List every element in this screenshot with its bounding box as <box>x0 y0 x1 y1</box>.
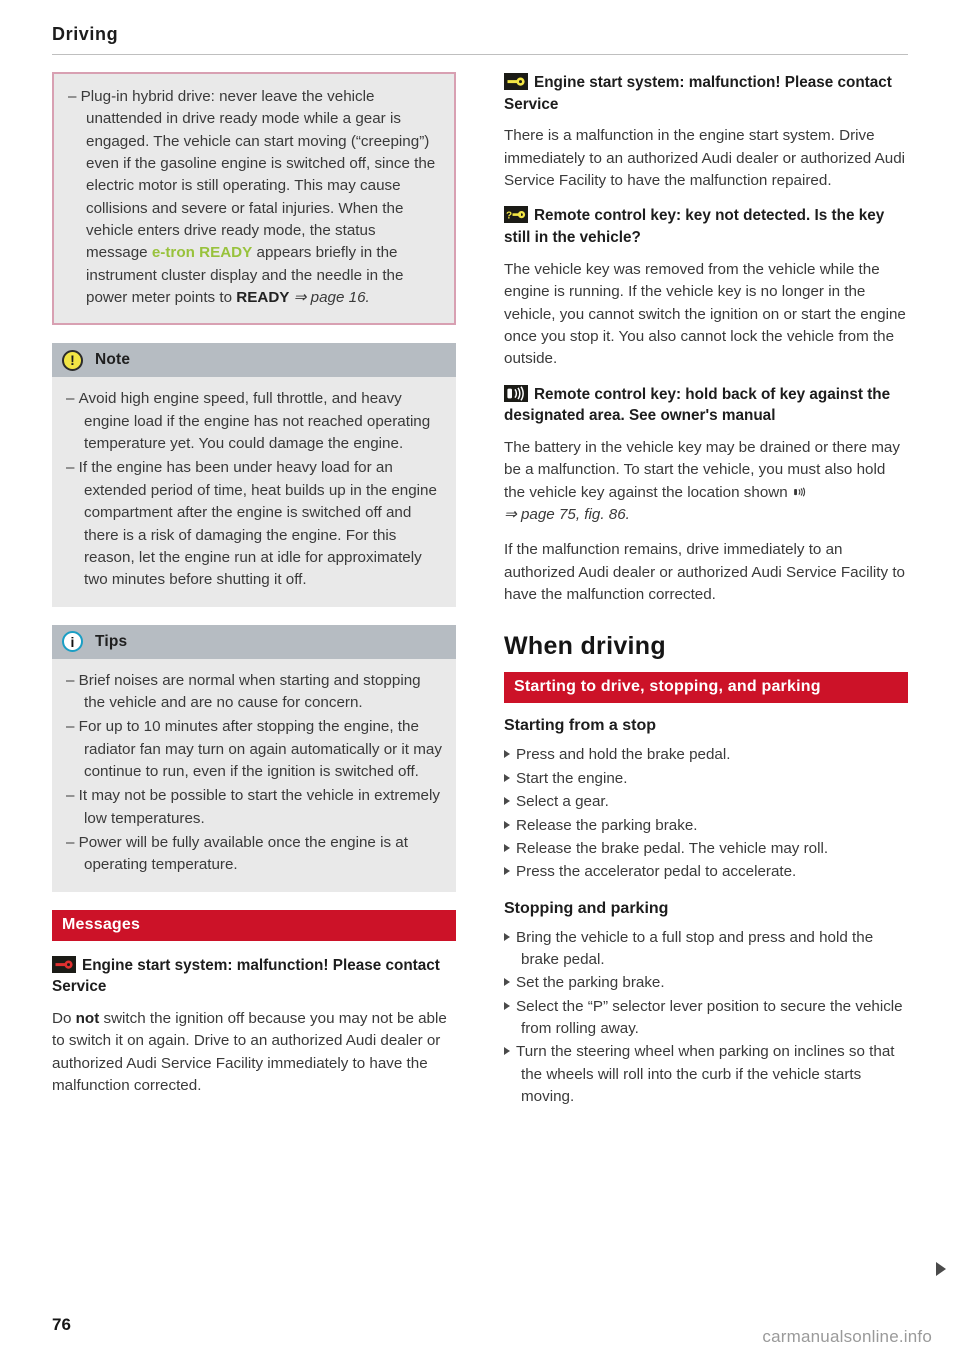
warning-text-before: Plug-in hybrid drive: never leave the vehicle unattended in drive ready mode while a gear is engaged. The vehicle can start moving (“creeping”) even if the gasoline engine is switched off, since the electric motor is still operating. This may cause collisions and severe or fatal injuries. When the vehicle enters drive ready mode, the status message <box>80 88 436 262</box>
running-head: Driving <box>52 24 119 44</box>
red-key-indicator-icon <box>52 956 76 973</box>
step-item <box>504 815 908 837</box>
page-reference[interactable]: ⇒ page 16. <box>293 289 370 307</box>
step-item <box>504 1041 908 1108</box>
note-item: – If the engine has been under heavy load for an extended period of time, heat builds up in the engine compartment after the engine is switched off and there is a risk of damaging the engine. For this reason, let the engine run at idle for approximately two minutes before shutting it off. <box>66 459 437 589</box>
step-text: Select a gear. <box>516 793 609 811</box>
step-item <box>504 838 908 860</box>
step-text: Select the “P” selector lever position to secure the vehicle from rolling away. <box>516 997 903 1037</box>
tips-panel <box>52 625 456 892</box>
tips-panel-header <box>52 625 456 659</box>
triangle-bullet-icon <box>504 821 510 829</box>
message-title-text: Remote control key: key not detected. Is the key still in the vehicle? <box>504 207 885 247</box>
step-item <box>504 861 908 883</box>
tips-item: – It may not be possible to start the vehicle in extremely low temperatures. <box>66 787 440 827</box>
triangle-bullet-icon <box>504 750 510 758</box>
tips-item-text: Brief noises are normal when starting and stopping the vehicle and are no cause for concern. <box>78 671 421 711</box>
step-text: Bring the vehicle to a full stop and press and hold the brake pedal. <box>516 928 874 968</box>
svg-text:?: ? <box>506 210 513 222</box>
tips-panel-title: Tips <box>95 632 128 650</box>
step-text: Start the engine. <box>516 769 628 787</box>
note-panel-title: Note <box>95 351 131 369</box>
message-title <box>504 384 908 427</box>
triangle-bullet-icon <box>504 933 510 941</box>
tips-item-text: Power will be fully available once the engine is at operating temperature. <box>78 833 408 874</box>
tips-panel-body <box>52 659 456 892</box>
tips-item-text: For up to 10 minutes after stopping the engine, the radiator fan may turn on again automatically or it may continue to run, even if the ignition is switched off. <box>78 718 442 780</box>
message-title <box>504 205 908 248</box>
message-body-pre: Do <box>52 1010 76 1028</box>
message-body: There is a malfunction in the engine start system. Drive immediately to an authorized Audi dealer or authorized Audi Service Facility to have the malfunction repaired. <box>504 127 906 190</box>
exclamation-circle-icon: ! <box>62 350 83 371</box>
page-reference[interactable]: ⇒ page 75, fig. 86. <box>504 506 630 524</box>
step-text: Release the parking brake. <box>516 816 698 834</box>
steps-list <box>504 927 908 1109</box>
message-body-pre: The battery in the vehicle key may be drained or there may be a malfunction. To start the vehicle, you must also hold the vehicle key against the location shown <box>504 439 900 501</box>
note-panel <box>52 343 456 606</box>
step-text: Set the parking brake. <box>516 974 665 992</box>
step-text: Turn the steering wheel when parking on inclines so that the wheels will roll into the curb if the vehicle starts moving. <box>516 1043 895 1105</box>
steps-list <box>504 744 908 883</box>
triangle-bullet-icon <box>504 867 510 875</box>
note-panel-header <box>52 343 456 377</box>
subsection-heading: Starting from a stop <box>504 717 657 735</box>
triangle-bullet-icon <box>504 774 510 782</box>
tips-item: – Brief noises are normal when starting and stopping the vehicle and are no cause for concern. <box>66 671 421 711</box>
messages-section-banner: Messages <box>52 910 456 941</box>
warning-item: – Plug-in hybrid drive: never leave the vehicle unattended in drive ready mode while a gear is engaged. The vehicle can start moving (“creeping”) even if the gasoline engine is switched off, since the electric motor is still operating. This may cause collisions and severe or fatal injuries. When the vehicle enters drive ready mode, the status message e-tron READY appears briefly in the instrument cluster display and the needle in the power meter points to READY ⇒ page 16. <box>68 88 436 307</box>
page-number: 76 <box>52 1315 71 1334</box>
info-circle-icon: i <box>62 631 83 652</box>
step-item <box>504 996 908 1041</box>
step-item <box>504 744 908 766</box>
message-title-text: Remote control key: hold back of key against the designated area. See owner's manual <box>504 385 891 425</box>
step-text: Press and hold the brake pedal. <box>516 746 731 764</box>
chapter-heading: When driving <box>504 632 666 661</box>
message-body-continued: If the malfunction remains, drive immediately to an authorized Audi dealer or authorized Audi Service Facility to have the malfunction corrected. <box>504 541 906 604</box>
warning-box <box>52 72 456 325</box>
triangle-bullet-icon <box>504 797 510 805</box>
etron-ready-status: e-tron READY <box>151 244 253 262</box>
message-body <box>504 437 908 526</box>
step-item <box>504 927 908 972</box>
message-title-text: Engine start system: malfunction! Please contact Service <box>52 956 440 996</box>
key-radio-waves-indicator-icon <box>504 385 528 402</box>
right-column <box>504 72 908 1112</box>
header-divider <box>52 54 908 55</box>
step-item <box>504 791 908 813</box>
tips-item-text: It may not be possible to start the vehicle in extremely low temperatures. <box>78 787 440 827</box>
step-text: Press the accelerator pedal to accelerate. <box>516 863 797 881</box>
yellow-key-indicator-icon <box>504 73 528 90</box>
step-item <box>504 972 908 994</box>
yellow-key-question-indicator-icon <box>504 206 528 223</box>
message-body <box>52 1008 456 1097</box>
triangle-bullet-icon <box>504 1002 510 1010</box>
continue-arrow-icon <box>936 1262 946 1276</box>
note-panel-body <box>52 377 456 606</box>
step-text: Release the brake pedal. The vehicle may roll. <box>516 839 829 857</box>
site-watermark: carmanualsonline.info <box>762 1327 932 1346</box>
subsection-heading: Stopping and parking <box>504 899 669 917</box>
triangle-bullet-icon <box>504 978 510 986</box>
message-title-text: Engine start system: malfunction! Please contact Service <box>504 74 892 113</box>
note-item-text: If the engine has been under heavy load for an extended period of time, heat builds up in the engine compartment after the engine is switched off and there is a risk of damaging the engine. For this reason, let the engine run at idle for approximately two minutes before shutting it off. <box>78 459 437 589</box>
triangle-bullet-icon <box>504 1047 510 1055</box>
triangle-bullet-icon <box>504 844 510 852</box>
tips-item: – For up to 10 minutes after stopping the engine, the radiator fan may turn on again automatically or it may continue to run, even if the ignition is switched off. <box>66 718 442 780</box>
key-radio-waves-inline-icon <box>792 483 807 495</box>
warning-text-middle: appears briefly in the instrument cluster display and the needle in the power meter points to <box>86 244 404 307</box>
step-item <box>504 768 908 790</box>
ready-bold: READY <box>236 289 290 307</box>
note-item-text: Avoid high engine speed, full throttle, and heavy engine load if the engine has not reached operating temperature yet. You could damage the engine. <box>78 390 431 453</box>
message-title <box>504 72 908 115</box>
message-title <box>52 955 456 998</box>
message-body-post: switch the ignition off because you may not be able to switch it on again. Drive to an authorized Audi dealer or authorized Audi Service Facility immediately to have the malfunction corrected. <box>52 1010 447 1095</box>
tips-item: – Power will be fully available once the engine is at operating temperature. <box>66 833 408 874</box>
section-banner: Starting to drive, stopping, and parking <box>504 672 908 703</box>
left-column <box>52 72 456 1110</box>
message-body: The vehicle key was removed from the vehicle while the engine is running. If the vehicle key is no longer in the vehicle, you cannot switch the ignition on or start the engine once you stop it. You also cannot lock the vehicle from the outside. <box>504 260 906 368</box>
message-body-bold: not <box>75 1010 100 1028</box>
note-item: – Avoid high engine speed, full throttle, and heavy engine load if the engine has not reached operating temperature yet. You could damage the engine. <box>66 390 431 453</box>
